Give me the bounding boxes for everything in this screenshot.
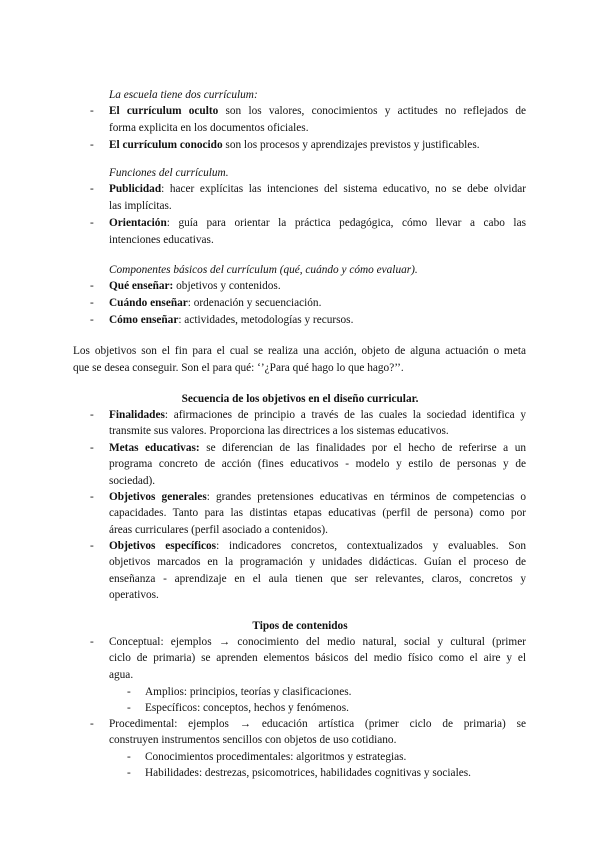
bullet-line: programa concreto de acción (fines educativos - modelo y estilo de personas y de (109, 458, 526, 470)
bullet-line: operativos. (109, 589, 159, 601)
bullet-line: agua. (109, 669, 134, 681)
bullet-dash: - (90, 297, 94, 309)
bullet-line: Finalidades: afirmaciones de principio a través de las cuales la sociedad identifica y (109, 409, 526, 421)
sub-bullet-dash: - (127, 751, 131, 763)
bullet-line: capacidades. Tanto para las distintas etapas educativas (perfil de persona) como por (109, 507, 526, 519)
bullet-dash: - (90, 442, 94, 454)
bullet-line: Conceptual: ejemplos → conocimiento del medio natural, social y cultural (primer (109, 636, 526, 648)
bullet-dash: - (90, 105, 94, 117)
bullet-line: Objetivos generales: grandes pretensiones educativas en términos de competencias o (109, 491, 527, 503)
bullet-line: transmite sus valores. Proporciona las directrices a los sistemas educativos. (109, 425, 449, 437)
bullet-line: Objetivos específicos: indicadores concretos, contextualizados y evaluables. Son (109, 540, 526, 552)
bullet-line: las implícitas. (109, 200, 172, 212)
sub-bullet-dash: - (127, 686, 131, 698)
bullet-line: El currículum oculto son los valores, conocimientos y actitudes no reflejados de (109, 105, 526, 117)
sub-bullet-line: Conocimientos procedimentales: algoritmos y estrategias. (145, 751, 407, 763)
bullet-line: Cuándo enseñar: ordenación y secuenciación. (109, 297, 322, 309)
bullet-line: Procedimental: ejemplos → educación artística (primer ciclo de primaria) se (109, 718, 526, 730)
bullet-line: construyen instrumentos sencillos con objetos de uso cotidiano. (109, 734, 397, 746)
sub-bullet-line: Específicos: conceptos, hechos y fenómenos. (145, 702, 349, 714)
bullet-line: sociedad). (109, 475, 156, 487)
bullet-line: Metas educativas: se diferencian de las finalidades por el hecho de referirse a un (109, 442, 526, 454)
bullet-line: Orientación: guía para orientar la práctica pedagógica, cómo llevar a cabo las (109, 217, 526, 229)
bullet-line: objetivos marcados en la programación y unidades didácticas. Guían el proceso de (109, 556, 526, 568)
bullet-dash: - (90, 217, 94, 229)
paragraph-line: Los objetivos son el fin para el cual se realiza una acción, objeto de alguna actuación o meta (73, 345, 526, 357)
section-heading: Secuencia de los objetivos en el diseño curricular. (181, 393, 419, 405)
bullet-dash: - (90, 409, 94, 421)
bullet-line: Publicidad: hacer explícitas las intenciones del sistema educativo, no se debe olvidar (109, 183, 526, 195)
bullet-line: Cómo enseñar: actividades, metodologías y recursos. (109, 314, 354, 326)
bullet-line: Qué enseñar: objetivos y contenidos. (109, 280, 281, 292)
bullet-line: ciclo de primaria) se aprenden elementos básicos del medio físico como el aire y el (109, 652, 526, 664)
bullet-line: áreas curriculares (perfil asociado a contenidos). (109, 524, 328, 536)
bullet-dash: - (90, 314, 94, 326)
sub-bullet-dash: - (127, 702, 131, 714)
section-title: Funciones del currículum. (109, 167, 229, 179)
section-title: La escuela tiene dos currículum: (109, 89, 258, 101)
bullet-line: intenciones educativas. (109, 234, 214, 246)
sub-bullet-line: Habilidades: destrezas, psicomotrices, habilidades cognitivas y sociales. (145, 767, 471, 779)
bullet-dash: - (90, 183, 94, 195)
bullet-line: forma explicita en los documentos oficiales. (109, 122, 309, 134)
bullet-dash: - (90, 491, 94, 503)
sub-bullet-dash: - (127, 767, 131, 779)
bullet-dash: - (90, 540, 94, 552)
bullet-dash: - (90, 139, 94, 151)
paragraph-line: que se desea conseguir. Son el para qué: ‘’¿Para qué hago lo que hago?’’. (73, 362, 404, 374)
section-title: Componentes básicos del currículum (qué, cuándo y cómo evaluar). (109, 264, 418, 276)
bullet-line: enseñanza - aprendizaje en el aula tienen que ser relevantes, claros, concretos y (109, 573, 526, 585)
bullet-line: El currículum conocido son los procesos y aprendizajes previstos y justificables. (109, 139, 480, 151)
bullet-dash: - (90, 280, 94, 292)
section-heading: Tipos de contenidos (252, 620, 348, 632)
sub-bullet-line: Amplios: principios, teorías y clasificaciones. (145, 686, 352, 698)
bullet-dash: - (90, 718, 94, 730)
bullet-dash: - (90, 636, 94, 648)
